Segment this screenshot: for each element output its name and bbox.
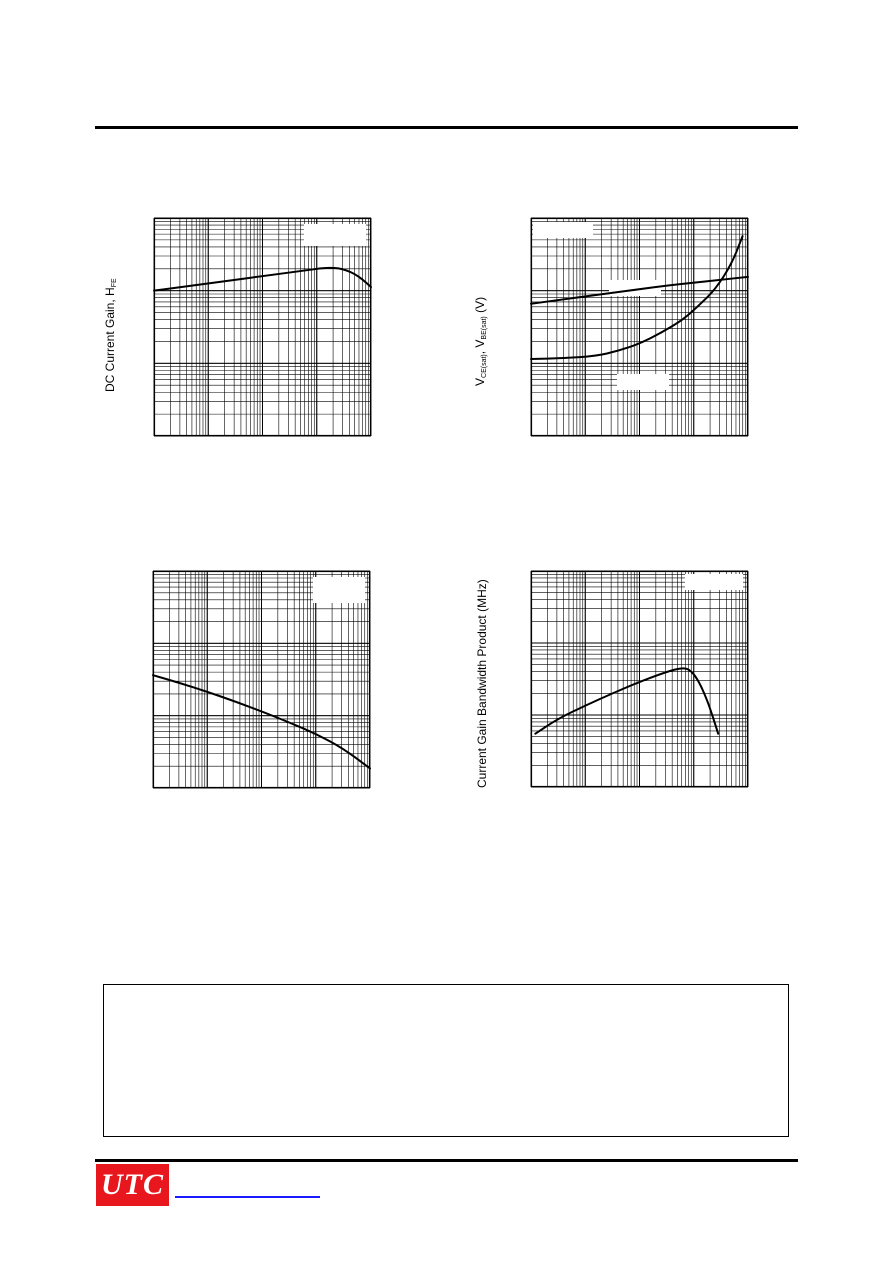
chart-gain-bandwidth (531, 571, 748, 787)
header-rule (95, 126, 798, 129)
utc-logo: UTC (96, 1164, 169, 1206)
chart-dc-gain (154, 218, 371, 436)
legend-box (304, 224, 366, 246)
footer-rule (95, 1159, 798, 1162)
notice-box (103, 984, 789, 1137)
legend-box (617, 374, 669, 390)
chart-dc-gain-ylabel: DC Current Gain, $H_{FE}$ (103, 278, 118, 392)
footer-link[interactable] (175, 1196, 320, 1198)
series-line-1 (535, 668, 718, 733)
chart-gain-bandwidth-ylabel: Current Gain Bandwidth Product (MHz) (475, 579, 489, 788)
chart-falling-curve (153, 571, 370, 788)
chart-sat-voltage-ylabel: $V_{CE(sat)}$, $V_{BE(sat)}$ (V) (473, 296, 488, 386)
legend-box (685, 574, 743, 590)
legend-box (313, 577, 365, 603)
legend-box (533, 222, 593, 238)
chart-sat-voltage (531, 218, 748, 436)
